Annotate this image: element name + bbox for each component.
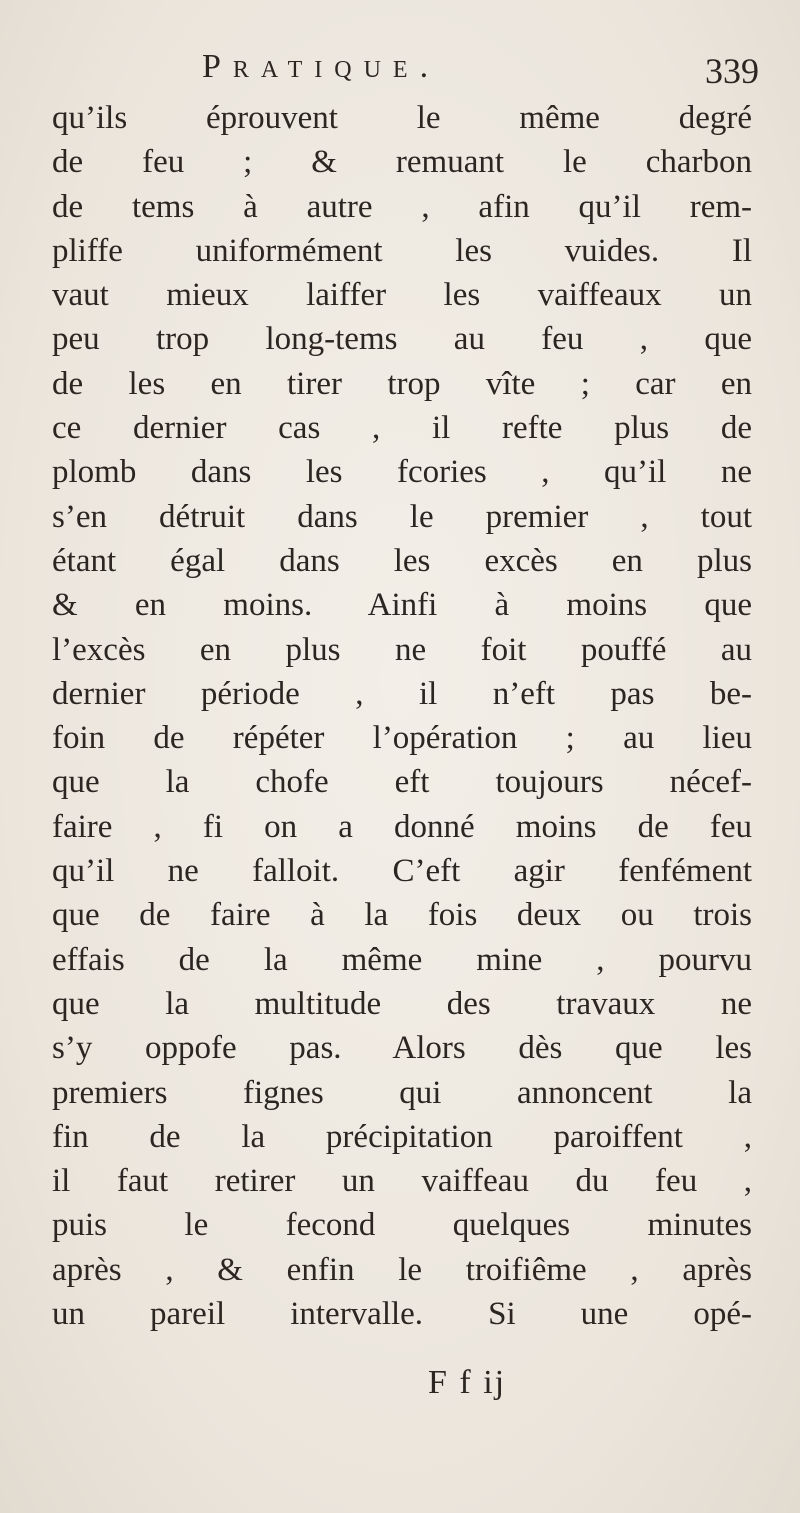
text-line: vaut mieux laiffer les vaiffeaux un — [52, 277, 752, 314]
running-head: Pratique. — [202, 48, 441, 85]
text-line: de tems à autre , afin qu’il rem- — [52, 188, 752, 225]
text-line: il faut retirer un vaiffeau du feu , — [52, 1163, 752, 1200]
text-line: ce dernier cas , il refte plus de — [52, 410, 752, 447]
text-line: peu trop long-tems au feu , que — [52, 321, 752, 358]
page-header — [0, 48, 800, 96]
text-line: foin de répéter l’opération ; au lieu — [52, 720, 752, 757]
text-line: l’excès en plus ne foit pouffé au — [52, 631, 752, 668]
text-line: effais de la même mine , pourvu — [52, 941, 752, 978]
text-line: faire , fi on a donné moins de feu — [52, 808, 752, 845]
text-line: après , & enfin le troifiême , après — [52, 1251, 752, 1288]
text-line: premiers fignes qui annoncent la — [52, 1074, 752, 1111]
page-number: 339 — [705, 51, 759, 91]
text-line: fin de la précipitation paroiffent , — [52, 1118, 752, 1155]
text-line: qu’ils éprouvent le même degré — [52, 100, 752, 136]
text-line: pliffe uniformément les vuides. Il — [52, 232, 752, 269]
text-line: que la chofe eft toujours nécef- — [52, 764, 752, 801]
text-line: que de faire à la fois deux ou trois — [52, 897, 752, 934]
text-line: s’y oppofe pas. Alors dès que les — [52, 1030, 752, 1067]
text-line: & en moins. Ainfi à moins que — [52, 587, 752, 624]
text-line: que la multitude des travaux ne — [52, 985, 752, 1022]
body-text — [52, 96, 752, 1336]
text-line: de les en tirer trop vîte ; car en — [52, 365, 752, 402]
text-line: un pareil intervalle. Si une opé- — [52, 1296, 752, 1333]
signature-mark: F f ij — [428, 1364, 507, 1401]
text-line: dernier période , il n’eft pas be- — [52, 675, 752, 712]
text-line: plomb dans les fcories , qu’il ne — [52, 454, 752, 491]
text-line: qu’il ne falloit. C’eft agir fenfément — [52, 853, 752, 890]
text-line: étant égal dans les excès en plus — [52, 542, 752, 579]
text-line: de feu ; & remuant le charbon — [52, 144, 752, 181]
text-line: s’en détruit dans le premier , tout — [52, 498, 752, 535]
text-line: puis le fecond quelques minutes — [52, 1207, 752, 1244]
